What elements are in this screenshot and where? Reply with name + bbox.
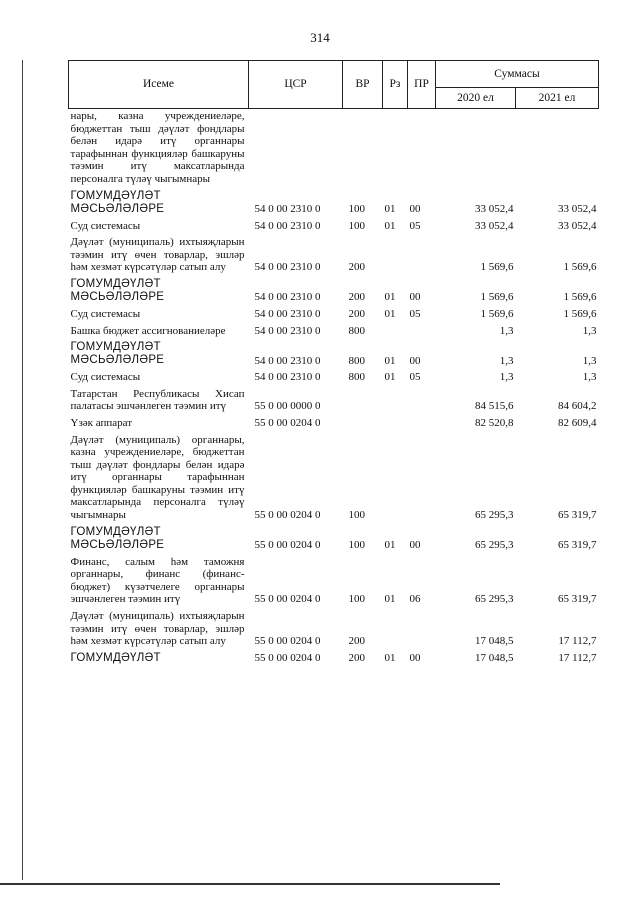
cell-vr: 100: [348, 539, 365, 552]
cell-rz: [383, 109, 408, 187]
cell-rz: 01: [384, 539, 396, 552]
cell-csr: 54 0 00 2310 0: [254, 324, 321, 337]
cell-name: Татарстан Республикасы Хисап палатасы эшчәнлеген тәэмин итү: [70, 387, 245, 413]
cell-rz: 01: [384, 291, 396, 304]
cell-vr: 800: [348, 354, 365, 367]
header-rz: Рз: [383, 61, 408, 109]
cell-csr: 54 0 00 2310 0: [254, 219, 321, 232]
cell-name: ГОМУМДӘҮЛӘТ МӘСЬӘЛӘЛӘРЕ: [70, 277, 165, 303]
header-vr: ВР: [343, 61, 383, 109]
cell-name: Дәүләт (муниципаль) органнары, казна учреждениеләре, бюджеттан тыш дәүләт фондлары белән идарә итү органнары тарафыннан функцияләр башкаруны тәэмин итү максатларында персоналга түләү чыгымнары: [70, 433, 245, 522]
cell-y1: 1 569,6: [480, 307, 514, 320]
table-row: [69, 414, 599, 431]
cell-csr: 55 0 00 0204 0: [254, 509, 321, 522]
cell-y2: 1 569,6: [563, 261, 597, 274]
table-row: [69, 553, 599, 607]
cell-rz: 01: [384, 593, 396, 606]
table-row: [69, 217, 599, 234]
cell-y1: 65 295,3: [475, 509, 514, 522]
cell-name: Финанс, салым һәм таможня органнары, финанс (финанс-бюджет) күзәтчелеге органнары эшчәнлеген тәэмин итү: [70, 555, 245, 606]
cell-vr: 200: [348, 652, 365, 665]
cell-name: ГОМУМДӘҮЛӘТ МӘСЬӘЛӘЛӘРЕ: [70, 341, 165, 367]
cell-vr: 100: [348, 219, 365, 232]
header-year-2021: 2021 ел: [516, 88, 599, 109]
cell-pr: [408, 385, 436, 414]
cell-name: Суд системасы: [70, 371, 141, 384]
cell-csr: 55 0 00 0204 0: [254, 593, 321, 606]
table-header: [69, 61, 599, 109]
cell-y2: 65 319,7: [558, 593, 597, 606]
cell-pr: 06: [409, 593, 421, 606]
cell-y2: 65 319,7: [558, 539, 597, 552]
cell-y1: 33 052,4: [475, 202, 514, 215]
cell-name: Дәүләт (муниципаль) ихтыяҗларын тәэмин итү өчен товарлар, эшләр һәм хезмәт күрсәтүләр сатып алу: [70, 236, 245, 274]
cell-vr: [343, 414, 383, 431]
cell-pr: [408, 233, 436, 275]
cell-vr: 200: [348, 307, 365, 320]
cell-vr: 800: [348, 371, 365, 384]
cell-y2: [516, 109, 599, 187]
cell-y1: 1,3: [499, 371, 514, 384]
cell-rz: [383, 414, 408, 431]
table-row: [69, 233, 599, 275]
cell-csr: 55 0 00 0204 0: [254, 416, 321, 429]
cell-csr: 54 0 00 2310 0: [254, 354, 321, 367]
cell-y2: 1 569,6: [563, 307, 597, 320]
table-body: [69, 109, 599, 666]
header-name: Исеме: [69, 61, 249, 109]
cell-csr: [249, 109, 343, 187]
cell-y1: 1 569,6: [480, 261, 514, 274]
table-row: [69, 523, 599, 553]
cell-pr: [408, 431, 436, 523]
table-row: [69, 385, 599, 414]
cell-rz: 01: [384, 652, 396, 665]
cell-csr: 54 0 00 2310 0: [254, 291, 321, 304]
cell-name: ГОМУМДӘҮЛӘТ МӘСЬӘЛӘЛӘРЕ: [70, 525, 165, 551]
cell-pr: 00: [409, 291, 421, 304]
table-row: [69, 338, 599, 368]
cell-pr: [408, 322, 436, 339]
table-row: [69, 607, 599, 649]
cell-name: ГОМУМДӘҮЛӘТ МӘСЬӘЛӘЛӘРЕ: [70, 189, 165, 215]
cell-pr: [408, 414, 436, 431]
cell-y2: 1,3: [582, 324, 597, 337]
cell-y2: 33 052,4: [558, 219, 597, 232]
left-margin-line: [22, 60, 23, 880]
cell-pr: 00: [409, 202, 421, 215]
header-pr: ПР: [408, 61, 436, 109]
cell-vr: 100: [348, 509, 365, 522]
cell-csr: 55 0 00 0204 0: [254, 635, 321, 648]
table-row: [69, 322, 599, 339]
cell-y1: 82 520,8: [475, 416, 514, 429]
cell-csr: 55 0 00 0204 0: [254, 539, 321, 552]
cell-csr: 54 0 00 2310 0: [254, 371, 321, 384]
cell-pr: 05: [409, 219, 421, 232]
cell-rz: 01: [384, 371, 396, 384]
cell-y2: 17 112,7: [558, 635, 597, 648]
header-year-2020: 2020 ел: [436, 88, 516, 109]
cell-rz: 01: [384, 219, 396, 232]
table-row: [69, 368, 599, 385]
cell-y1: 1,3: [499, 324, 514, 337]
page-number: 314: [310, 30, 330, 45]
cell-rz: [383, 322, 408, 339]
budget-table: [68, 60, 599, 666]
table-row: [69, 187, 599, 217]
cell-name: Башка бюджет ассигнованиеләре: [70, 324, 226, 337]
cell-y1: 1,3: [499, 354, 514, 367]
cell-vr: 100: [348, 593, 365, 606]
cell-rz: [383, 385, 408, 414]
table-row: [69, 649, 599, 666]
cell-vr: 200: [348, 261, 365, 274]
cell-csr: 54 0 00 2310 0: [254, 261, 321, 274]
cell-pr: 00: [409, 652, 421, 665]
table-row: [69, 109, 599, 187]
cell-csr: 55 0 00 0204 0: [254, 652, 321, 665]
cell-vr: [343, 109, 383, 187]
cell-y2: 17 112,7: [558, 652, 597, 665]
cell-y1: 33 052,4: [475, 219, 514, 232]
cell-y2: 33 052,4: [558, 202, 597, 215]
bottom-scan-edge: [0, 883, 500, 885]
cell-vr: 200: [348, 291, 365, 304]
cell-name: Суд системасы: [70, 307, 141, 320]
header-csr: ЦСР: [249, 61, 343, 109]
cell-vr: 800: [348, 324, 365, 337]
cell-rz: [383, 233, 408, 275]
cell-pr: 00: [409, 354, 421, 367]
cell-rz: [383, 431, 408, 523]
cell-y2: 1,3: [582, 371, 597, 384]
table-row: [69, 305, 599, 322]
cell-name: нары, казна учреждениеләре, бюджеттан тыш дәүләт фондлары белән идарә итү органнары тарафыннан функцияләр башкаруны тәэмин итү максатларында персоналга түләү чыгымнары: [70, 110, 245, 185]
cell-pr: 05: [409, 307, 421, 320]
cell-pr: [408, 607, 436, 649]
cell-rz: 01: [384, 202, 396, 215]
cell-name: ГОМУМДӘҮЛӘТ: [70, 651, 161, 664]
cell-pr: 05: [409, 371, 421, 384]
cell-name: Суд системасы: [70, 219, 141, 232]
cell-y2: 1,3: [582, 354, 597, 367]
cell-y1: 65 295,3: [475, 539, 514, 552]
cell-vr: [343, 385, 383, 414]
cell-rz: 01: [384, 354, 396, 367]
cell-csr: 54 0 00 2310 0: [254, 202, 321, 215]
cell-y1: 65 295,3: [475, 593, 514, 606]
cell-y1: [436, 109, 516, 187]
cell-y2: 1 569,6: [563, 291, 597, 304]
budget-table-container: [68, 60, 598, 666]
cell-vr: 200: [348, 635, 365, 648]
header-sums: Суммасы: [436, 61, 599, 88]
cell-csr: 54 0 00 2310 0: [254, 307, 321, 320]
cell-rz: [383, 607, 408, 649]
cell-y1: 84 515,6: [475, 400, 514, 413]
cell-csr: 55 0 00 0000 0: [254, 400, 321, 413]
table-row: [69, 431, 599, 523]
cell-y2: 84 604,2: [558, 400, 597, 413]
cell-pr: [408, 109, 436, 187]
cell-y1: 1 569,6: [480, 291, 514, 304]
cell-y2: 65 319,7: [558, 509, 597, 522]
cell-y1: 17 048,5: [475, 652, 514, 665]
cell-name: Дәүләт (муниципаль) ихтыяҗларын тәэмин итү өчен товарлар, эшләр һәм хезмәт күрсәтүләр сатып алу: [70, 610, 245, 648]
cell-y2: 82 609,4: [558, 416, 597, 429]
cell-rz: 01: [384, 307, 396, 320]
cell-name: Үзәк аппарат: [70, 416, 133, 429]
cell-y1: 17 048,5: [475, 635, 514, 648]
cell-pr: 00: [409, 539, 421, 552]
table-row: [69, 275, 599, 305]
cell-vr: 100: [348, 202, 365, 215]
